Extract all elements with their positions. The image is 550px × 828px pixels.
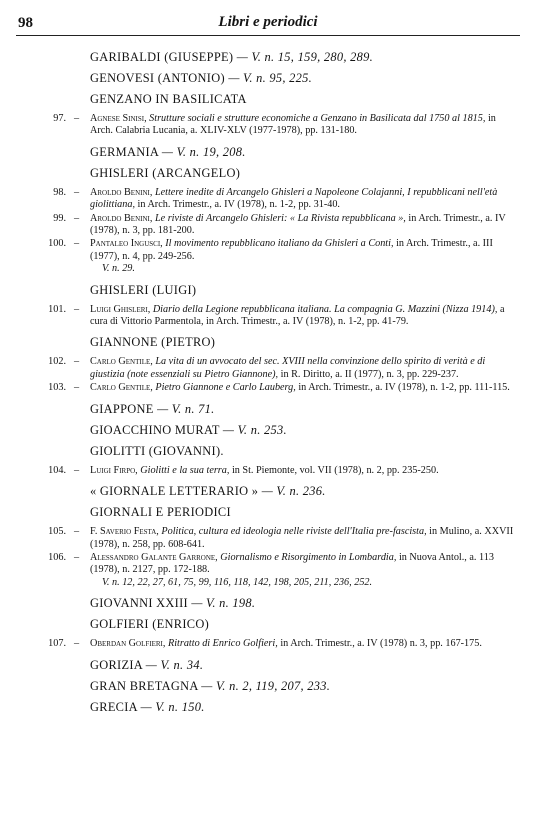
bibliography-entry (38, 465, 520, 477)
entry-source: in St. Piemonte, vol. VII (1978), n. 2, pp. 235-250. (231, 464, 439, 476)
entry-title: Giolitti e la sua terra, (140, 464, 230, 476)
index-heading (90, 71, 520, 86)
bibliography-entry (38, 638, 520, 650)
index-heading (90, 335, 520, 350)
entry-dash: – (74, 356, 80, 368)
entry-text (90, 187, 520, 212)
entry-number: 104. (48, 464, 66, 476)
index-heading (90, 505, 520, 520)
entry-author: Agnese Sinisi, (90, 113, 147, 124)
entry-dash: – (74, 303, 80, 315)
entry-text (90, 213, 520, 238)
entry-number: 97. (53, 113, 66, 124)
entry-number: 101. (48, 303, 66, 315)
bibliography-entry (38, 382, 520, 394)
entry-title: Politica, cultura ed ideologia nelle riviste dell'Italia pre-fascista, (161, 526, 427, 538)
heading-text: GRAN BRETAGNA (90, 678, 198, 693)
entry-number: 99. (53, 212, 66, 224)
index-content (38, 50, 520, 721)
entry-number: 103. (48, 382, 66, 394)
heading-text: GOLFIERI (ENRICO) (90, 617, 210, 632)
entry-dash: – (74, 526, 80, 538)
entry-number: 100. (48, 238, 66, 250)
entry-source: in Arch. Trimestr., a. IV (1978), n. 3, pp. 181-200. (90, 212, 506, 237)
entry-text (90, 465, 520, 477)
heading-text: GIORNALI E PERIODICI (90, 505, 231, 520)
entry-title: Il movimento repubblicano italiano da Ghisleri a Conti, (165, 238, 394, 250)
entry-source: in Arch. Trimestr., a. IV (1978), n. 1-2, pp. 31-40. (137, 199, 340, 211)
entry-author: Oberdan Golfieri, (90, 638, 166, 650)
entry-source: in Arch. Trimestr., a. III (1977), n. 4, pp. 249-256. (90, 238, 493, 262)
bibliography-entry (38, 113, 520, 138)
entry-text (90, 304, 520, 329)
entry-title: La vita di un avvocato del sec. XVIII nella convinzione dello spirito di verità e di giustizia (note essenziali su Pietro Giannone), (90, 356, 486, 380)
entry-text (90, 356, 520, 381)
entry-source: a cura di Vittorio Parmentola, in Arch. Trimestr., a. IV (1978), n. 1-2, pp. 41-79. (90, 303, 505, 328)
bibliography-entry (38, 356, 520, 381)
bibliography-entry (38, 526, 520, 551)
entry-text (90, 526, 520, 551)
entry-title: Lettere inedite di Arcangelo Ghisleri a Napoleone Colajanni, I repubblicani nell'età giolittiana, (90, 186, 498, 211)
heading-text: GIAPPONE (90, 401, 154, 416)
cross-reference: — V. n. 95, 225. (228, 71, 313, 85)
entry-number: 105. (48, 526, 66, 538)
index-heading (90, 92, 520, 107)
entry-author: F. Saverio Festa, (90, 526, 159, 538)
entry-number: 102. (48, 356, 66, 368)
entry-author: Luigi Firpo, (90, 464, 138, 476)
entry-source: in Arch. Trimestr., a. IV (1978), n. 1-2, pp. 111-115. (298, 382, 510, 394)
heading-text: GENOVESI (ANTONIO) (90, 71, 225, 85)
entry-title: Pietro Giannone e Carlo Lauberg, (155, 382, 296, 394)
entry-author: Aroldo Benini, (90, 212, 153, 224)
heading-text: « GIORNALE LETTERARIO » (90, 484, 259, 499)
entry-author: Carlo Gentile, (90, 356, 153, 368)
heading-text: GRECIA (90, 699, 138, 714)
index-heading (90, 444, 520, 459)
cross-reference: — V. n. 2, 119, 207, 233. (201, 678, 331, 693)
entry-title: Le riviste di Arcangelo Ghisleri: « La Rivista repubblicana », (154, 212, 406, 224)
cross-reference: — V. n. 34. (145, 657, 204, 672)
bibliography-entry (38, 238, 520, 275)
entry-dash: – (74, 186, 80, 198)
entry-dash: – (74, 464, 80, 476)
entry-dash: – (74, 382, 80, 394)
entry-title: Ritratto di Enrico Golfieri, (167, 638, 278, 650)
cross-reference: — V. n. 15, 159, 280, 289. (236, 50, 374, 64)
entry-source: in Arch. Trimestr., a. IV (1978) n. 3, pp. 167-175. (280, 638, 482, 650)
heading-text: GIOACCHINO MURAT (90, 422, 220, 437)
index-heading (90, 679, 520, 694)
entry-author: Aroldo Benini, (90, 186, 153, 198)
index-heading (90, 50, 520, 65)
heading-text: GARIBALDI (GIUSEPPE) (90, 50, 234, 64)
entry-dash: – (74, 638, 80, 650)
entry-title: Diario della Legione repubblicana italiana. La compagnia G. Mazzini (Nizza 1914), (152, 303, 498, 315)
cross-reference: — V. n. 198. (191, 596, 256, 611)
index-heading (90, 423, 520, 438)
entry-source: in Arch. Calabria Lucania, a. XLIV-XLV (1977-1978), pp. 131-180. (90, 113, 496, 137)
index-heading (90, 145, 520, 160)
entry-dash: – (74, 238, 80, 250)
entry-number: 106. (48, 551, 66, 563)
cross-reference: V. n. 29. (102, 263, 135, 275)
index-heading (90, 658, 520, 673)
heading-text: GIANNONE (PIETRO) (90, 335, 216, 350)
entry-text (90, 113, 520, 138)
cross-reference: — V. n. 71. (157, 401, 215, 416)
bibliography-entry (38, 552, 520, 589)
index-heading (90, 166, 520, 181)
index-heading (90, 700, 520, 715)
index-heading (90, 596, 520, 611)
heading-text: GERMANIA (90, 144, 159, 159)
index-heading (90, 484, 520, 499)
entry-author: Pantaleo Ingusci, (90, 238, 163, 250)
index-heading (90, 617, 520, 632)
entry-dash: – (74, 113, 80, 124)
entry-author: Luigi Ghisleri, (90, 303, 151, 315)
index-heading (90, 402, 520, 417)
entry-source: in R. Diritto, a. II (1977), n. 3, pp. 229-237. (280, 368, 459, 380)
entry-title: Strutture sociali e strutture economiche a Genzano in Basilicata dal 1750 al 1815, (149, 113, 486, 124)
cross-reference: V. n. 12, 22, 27, 61, 75, 99, 116, 118, 142, 198, 205, 211, 236, 252. (102, 576, 373, 588)
cross-reference: — V. n. 19, 208. (161, 144, 246, 159)
entry-title: Giornalismo e Risorgimento in Lombardia, (220, 551, 397, 563)
entry-text (90, 382, 520, 394)
entry-number: 98. (53, 186, 66, 198)
entry-author: Carlo Gentile, (90, 382, 153, 394)
entry-dash: – (74, 551, 80, 563)
index-heading (90, 283, 520, 298)
bibliography-entry (38, 304, 520, 329)
cross-reference: — V. n. 236. (261, 484, 326, 499)
heading-text: GORIZIA (90, 657, 143, 672)
entry-number: 107. (48, 638, 66, 650)
heading-text: GIOVANNI XXIII (90, 596, 188, 611)
entry-dash: – (74, 212, 80, 224)
bibliography-entry (38, 187, 520, 212)
entry-text (90, 552, 520, 577)
entry-author: Alessandro Galante Garrone, (90, 551, 218, 563)
entry-source: in Nuova Antol., a. 113 (1978), n. 2127, pp. 172-188. (90, 551, 494, 576)
heading-text: GHISLERI (LUIGI) (90, 282, 197, 297)
page-number: 98 (18, 15, 33, 31)
entry-text (90, 238, 520, 263)
heading-text: GIOLITTI (GIOVANNI). (90, 443, 224, 458)
running-title: Libri e periodici (218, 14, 318, 30)
heading-text: GENZANO IN BASILICATA (90, 92, 247, 106)
entry-text (90, 638, 520, 650)
page-header (16, 13, 520, 36)
heading-text: GHISLERI (ARCANGELO) (90, 165, 241, 180)
bibliography-entry (38, 213, 520, 238)
entry-source: in Mulino, a. XXVII (1978), n. 258, pp. 608-641. (90, 526, 514, 550)
cross-reference: — V. n. 253. (222, 422, 287, 437)
cross-reference: — V. n. 150. (140, 699, 205, 714)
